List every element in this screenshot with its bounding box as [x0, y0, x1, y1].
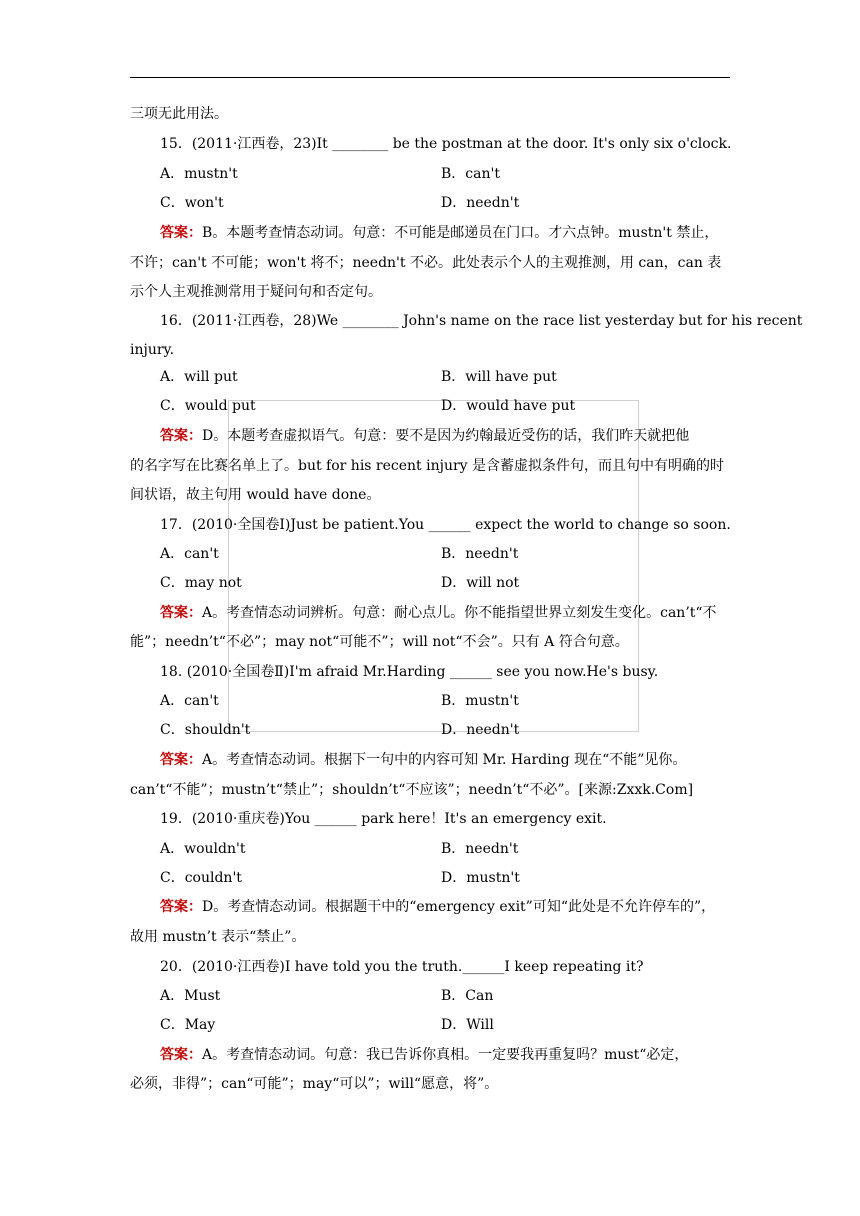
line-text: C．couldn't [160, 870, 242, 886]
option-right: D．mustn't [441, 870, 520, 886]
option-row [160, 868, 242, 888]
option-row [160, 720, 250, 740]
line-text: A。考查情态动词。根据下一句中的内容可知 Mr. Harding 现在“不能”见你。 [202, 752, 687, 768]
line-text: B。本题考查情态动词。句意：不可能是邮递员在门口。才六点钟。mustn't 禁止， [202, 225, 719, 241]
line-text: 18. (2010·全国卷Ⅱ)I'm afraid Mr.Harding ______ see you now.He's busy. [160, 664, 659, 680]
text-line [160, 134, 731, 154]
answer-label: 答案： [160, 225, 202, 241]
answer-label: 答案： [160, 428, 202, 444]
line-text: A。考查情态动词。句意：我已告诉你真相。一定要我再重复吗？must“必定， [202, 1047, 689, 1063]
option-right: B．Can [441, 988, 494, 1004]
line-text: A．will put [160, 369, 238, 385]
option-right: B．will have put [441, 369, 557, 385]
line-text: 故用 mustn’t 表示“禁止”。 [130, 929, 306, 945]
text-line [160, 957, 644, 977]
answer-label: 答案： [160, 752, 202, 768]
option-right: D．will not [441, 575, 520, 591]
text-line [130, 780, 693, 800]
line-text: 16．(2011·江西卷，28)We ________ John's name on the race list yesterday but for his recent [160, 313, 803, 329]
line-text: D。考查情态动词。根据题干中的“emergency exit”可知“此处是不允许停车的”， [202, 899, 716, 915]
line-text: can’t“不能”；mustn’t“禁止”；shouldn’t“不应该”；needn’t“不必”。[来源:Zxxk.Com] [130, 782, 694, 798]
line-text: A．Must [160, 988, 221, 1004]
option-right: D．Will [441, 1017, 494, 1033]
option-row [160, 367, 238, 387]
text-line [130, 1074, 498, 1094]
line-text: C．may not [160, 575, 242, 591]
header-rule [130, 77, 730, 78]
line-text: 不许；can't 不可能；won't 将不；needn't 不必。此处表示个人的主观推测，用 can，can 表 [130, 255, 722, 271]
option-row [160, 691, 219, 711]
text-line [130, 340, 174, 360]
option-row [160, 396, 256, 416]
line-text: 能”；needn’t“不必”；may not“可能不”；will not“不会”。只有 A 符合句意。 [130, 634, 629, 650]
option-right: B．can't [441, 166, 500, 182]
option-right: B．needn't [441, 546, 519, 562]
answer-line [160, 223, 718, 243]
answer-label: 答案： [160, 1047, 202, 1063]
text-line [130, 632, 629, 652]
text-line [160, 311, 802, 331]
line-text: 示个人主观推测常用于疑问句和否定句。 [130, 284, 382, 300]
line-text: C．would put [160, 398, 256, 414]
answer-line [160, 603, 717, 623]
text-line [160, 809, 607, 829]
answer-line [160, 897, 715, 917]
line-text: 15．(2011·江西卷，23)It ________ be the postman at the door. It's only six o'clock. [160, 136, 732, 152]
option-right: D．needn't [441, 195, 520, 211]
option-row [160, 164, 238, 184]
line-text: 17．(2010·全国卷Ⅰ)Just be patient.You ______ expect the world to change so soon. [160, 517, 731, 533]
answer-line [160, 426, 689, 446]
answer-label: 答案： [160, 899, 202, 915]
line-text: D。本题考查虚拟语气。句意：要不是因为约翰最近受伤的话，我们昨天就把他 [202, 428, 690, 444]
text-line [160, 515, 731, 535]
line-text: injury. [130, 342, 175, 358]
answer-label: 答案： [160, 605, 202, 621]
text-line [130, 253, 721, 273]
text-line [130, 282, 382, 302]
text-line [130, 927, 305, 947]
option-right: B．mustn't [441, 693, 519, 709]
option-row [160, 193, 224, 213]
line-text: A．can't [160, 693, 219, 709]
line-text: C．won't [160, 195, 224, 211]
line-text: A。考查情态动词辨析。句意：耐心点儿。你不能指望世界立刻发生变化。can’t“不 [202, 605, 717, 621]
line-text: 19．(2010·重庆卷)You ______ park here！It's an emergency exit. [160, 811, 607, 827]
option-right: D．would have put [441, 398, 576, 414]
line-text: A．mustn't [160, 166, 238, 182]
line-text: 的名字写在比赛名单上了。but for his recent injury 是含蓄虚拟条件句，而且句中有明确的时 [130, 458, 725, 474]
line-text: A．can't [160, 546, 219, 562]
text-line [130, 104, 228, 124]
text-line [130, 485, 380, 505]
option-row [160, 986, 220, 1006]
option-right: D．needn't [441, 722, 520, 738]
line-text: 间状语，故主句用 would have done。 [130, 487, 381, 503]
answer-line [160, 1045, 688, 1065]
line-text: A．wouldn't [160, 841, 246, 857]
text-line [130, 456, 724, 476]
watermark-frame [228, 400, 639, 732]
line-text: 必须，非得”；can“可能”；may“可以”；will“愿意，将”。 [130, 1076, 499, 1092]
option-row [160, 573, 242, 593]
option-row [160, 839, 245, 859]
line-text: 20．(2010·江西卷)I have told you the truth.______I keep repeating it? [160, 959, 644, 975]
text-line [160, 662, 658, 682]
line-text: C．shouldn't [160, 722, 251, 738]
option-row [160, 544, 219, 564]
option-right: B．needn't [441, 841, 519, 857]
answer-line [160, 750, 686, 770]
line-text: 三项无此用法。 [130, 106, 228, 122]
line-text: C．May [160, 1017, 216, 1033]
option-row [160, 1015, 215, 1035]
